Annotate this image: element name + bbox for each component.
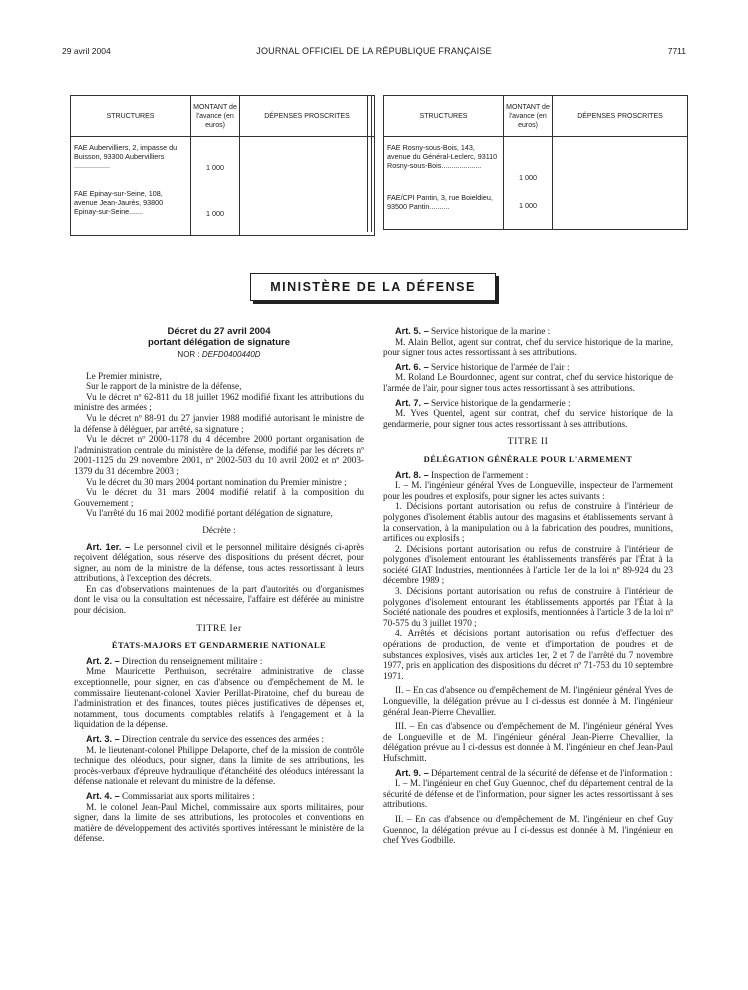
column-header-depenses: DÉPENSES PROSCRITES	[240, 96, 375, 137]
article-label: Art. 8. –	[395, 469, 429, 480]
decrete-line: Décrète :	[202, 524, 236, 535]
article-heading: Service historique de la marine :	[428, 326, 551, 336]
article-6-text: M. Roland Le Bourdonnec, agent sur contrat, chef du service historique de l'armée de l'air, pour signer tous actes ressortissant à ses attributions.	[383, 372, 673, 393]
column-header-amount: MONTANT de l'avance (en euros)	[504, 96, 553, 137]
structure-cell: FAE Epinay-sur-Seine, 108, avenue Jean-Jaurès, 93800 Epinay-sur-Seine.......	[71, 187, 191, 236]
preamble-line: Vu le décret nº 88-91 du 27 janvier 1988 modifié autorisant le ministre de la défense à déléguer, par arrêté, sa signature ;	[74, 412, 364, 434]
ministry-heading: MINISTÈRE DE LA DÉFENSE	[270, 280, 476, 294]
depenses-cell	[553, 187, 688, 230]
preamble-line: Vu le décret nº 2000-1178 du 4 décembre 2000 portant organisation de l'administration centrale du ministère de la défense, modifié par les décrets nº 2001-1125 du 29 novembre 2001, nº 2002-503 du 10 avril 2002 et nº 2003-1379 du 31 décembre 2003 ;	[74, 434, 364, 476]
advances-table-left	[70, 95, 375, 236]
table-row	[71, 137, 375, 188]
article-heading: Direction du renseignement militaire :	[119, 655, 263, 666]
article-9-heading	[383, 768, 673, 779]
structure-cell: FAE Rosny-sous-Bois, 143, avenue du Général-Leclerc, 93110 Rosny-sous-Bois....................	[384, 137, 504, 188]
article-label: Art. 5. –	[395, 326, 429, 336]
article-8-section-i: I. – M. l'ingénieur général Yves de Longueville, inspecteur de l'armement pour les poudres et explosifs, pour signer les actes suivants :	[383, 480, 673, 501]
ministry-heading-box	[250, 273, 496, 301]
amount-cell: 1 000	[504, 187, 553, 230]
article-8-section-ii: II. – En cas d'absence ou d'empêchement de M. l'ingénieur général Yves de Longueville, la délégation prévue au I ci-dessus est donnée à M. l'ingénieur général Jean-Pierre Chevallier.	[383, 685, 673, 717]
article-label: Art. 7. –	[395, 397, 429, 408]
article-label: Art. 2. –	[86, 655, 120, 666]
nor-code: DEFD0400440D	[201, 350, 261, 359]
article-label: Art. 4. –	[86, 790, 120, 801]
article-7-text: M. Yves Quentel, agent sur contrat, chef du service historique de la gendarmerie, pour signer tous actes ressortissant à ses attributions.	[383, 408, 673, 429]
article-heading: Département central de la sécurité de défense et de l'information :	[428, 767, 673, 778]
table-separator	[367, 95, 372, 232]
article-label: Art. 1er. –	[86, 541, 131, 552]
article-1-paragraph-2: En cas d'observations maintenues de la part d'autorités ou d'organismes dont le visa ou la consultation est nécessaire, l'affaire est déférée au ministre pour décision.	[74, 583, 364, 616]
article-label: Art. 3. –	[86, 734, 120, 744]
decree-title-line1: Décret du 27 avril 2004	[167, 326, 271, 337]
preamble-line: Sur le rapport de la ministre de la défense,	[86, 381, 242, 392]
table-header-row	[384, 96, 688, 137]
advances-table-right	[383, 95, 688, 230]
depenses-cell	[240, 137, 375, 188]
article-8-item-2: 2. Décisions portant autorisation ou refus de construire à l'intérieur de polygones d'isolement entourant les établissements transférés par l'État à la société GIAT Industries, mentionnées à l'article 1er de la loi nº 89-924 du 23 décembre 1989 ;	[383, 543, 673, 586]
journal-title: JOURNAL OFFICIEL DE LA RÉPUBLIQUE FRANÇAISE	[256, 46, 492, 56]
article-heading: Service historique de l'armée de l'air :	[428, 361, 570, 372]
titre-1-heading: TITRE Ier	[196, 622, 242, 634]
preamble-line: Vu le décret du 30 mars 2004 portant nomination du Premier ministre ;	[86, 476, 347, 487]
left-column	[74, 326, 364, 848]
article-1	[74, 542, 364, 584]
article-2-text: Mme Mauricette Perthuison, secrétaire administrative de classe exceptionnelle, pour signer, en cas d'absence ou d'empêchement de M. le commissaire lieutenant-colonel Xavier Perillat-Piratoine, chef du bureau de l'administration et des finances, toutes pièces justificatives de dépenses et, notamment, tous documents comptables relatifs à l'engagement et à la liquidation de la dépense.	[74, 666, 364, 730]
preamble-line: Vu l'arrêté du 16 mai 2002 modifié portant délégation de signature,	[86, 508, 333, 519]
issue-date: 29 avril 2004	[62, 46, 111, 56]
page-header	[62, 46, 686, 60]
preamble-line: Le Premier ministre,	[86, 370, 162, 381]
preamble-line: Vu le décret du 31 mars 2004 modifié relatif à la composition du Gouvernement ;	[74, 487, 364, 508]
article-2-heading	[74, 656, 364, 667]
article-heading: Commissariat aux sports militaires :	[119, 790, 255, 801]
table-header-row	[71, 96, 375, 137]
table-row	[384, 137, 688, 188]
article-6-heading	[383, 362, 673, 373]
structure-cell: FAE Aubervilliers, 2, impasse du Buisson, 93300 Aubervilliers ..................	[71, 137, 191, 188]
article-heading: Inspection de l'armement :	[428, 469, 529, 480]
article-heading: Direction centrale du service des essences des armées :	[119, 734, 325, 744]
article-9-section-i: I. – M. l'ingénieur en chef Guy Guennoc, chef du département central de la sécurité de défense et de l'information, pour signer les actes ressortissant à ses attributions.	[383, 778, 673, 810]
structure-cell: FAE/CPI Pantin, 3, rue Boieldieu, 93500 Pantin..........	[384, 187, 504, 230]
article-text: Le personnel civil et le personnel militaire désignés ci-après reçoivent délégation, sous réserve des dispositions du présent décret, pour signer, au nom de la ministre de la défense, tous actes ressortissant à leurs attributions, à l'exception des décrets.	[74, 541, 364, 584]
preamble-line: Vu le décret nº 62-811 du 18 juillet 1962 modifié fixant les attributions du ministre des armées ;	[74, 391, 364, 413]
amount-cell: 1 000	[191, 187, 240, 236]
column-header-amount: MONTANT de l'avance (en euros)	[191, 96, 240, 137]
titre-1-subtitle: ÉTATS-MAJORS ET GENDARMERIE NATIONALE	[111, 640, 327, 651]
column-header-structures: STRUCTURES	[71, 96, 191, 137]
article-5-heading	[383, 326, 673, 337]
decree-title-line2: portant délégation de signature	[148, 337, 290, 348]
article-8-item-4: 4. Arrêtés et décisions portant autorisation ou refus d'effectuer des opérations de production, de vente et d'importation de poudres et de substances explosives, visés aux articles 1er, 2 et 7 de l'arrêté du 7 novembre 1977, pris en application des dispositions du décret nº 71-753 du 10 septembre 1971.	[383, 628, 673, 681]
nor-label: NOR :	[177, 350, 202, 359]
titre-2-heading: TITRE II	[507, 436, 549, 448]
article-8-heading	[383, 470, 673, 481]
article-4-text: M. le colonel Jean-Paul Michel, commissaire aux sports militaires, pour signer, dans la limite de ses attributions, les protocoles et conventions en matière de développement des activités sportives intéressant le ministère de la défense.	[74, 801, 364, 844]
table-row	[71, 187, 375, 236]
article-5-text: M. Alain Bellot, agent sur contrat, chef du service historique de la marine, pour signer tous actes ressortissant à ses attributions.	[383, 336, 673, 358]
article-9-section-ii: II. – En cas d'absence ou d'empêchement de M. l'ingénieur en chef Guy Guennoc, la délégation prévue au I ci-dessus est donnée à M. l'ingénieur en chef Yves Godbille.	[383, 813, 673, 846]
article-label: Art. 6. –	[395, 361, 429, 372]
article-3-text: M. le lieutenant-colonel Philippe Delaporte, chef de la mission de contrôle technique des oléoducs, pour signer, dans la limite de ses attributions, les procès-verbaux d'épreuve hydraulique d'étanchéité des oléoducs intéressant la défense nationale et relevant du ministre de la défense.	[74, 744, 364, 787]
nor-reference	[74, 350, 364, 361]
article-heading: Service historique de la gendarmerie :	[428, 397, 571, 408]
right-column	[383, 326, 673, 850]
article-4-heading	[74, 791, 364, 802]
depenses-cell	[553, 137, 688, 188]
amount-cell: 1 000	[504, 137, 553, 188]
amount-cell: 1 000	[191, 137, 240, 188]
depenses-cell	[240, 187, 375, 236]
table-row	[384, 187, 688, 230]
column-header-structures: STRUCTURES	[384, 96, 504, 137]
page-number: 7711	[667, 46, 686, 56]
article-label: Art. 9. –	[395, 767, 429, 778]
article-8-item-3: 3. Décisions portant autorisation ou refus de construire à l'intérieur de polygones d'isolement entourant les établissements apportés par l'État à la Société nationale des poudres et explosifs, mentionnées à l'article 3 de la loi nº 70-575 du 3 juillet 1970 ;	[383, 586, 673, 628]
article-7-heading	[383, 398, 673, 409]
column-header-depenses: DÉPENSES PROSCRITES	[553, 96, 688, 137]
article-8-section-iii: III. – En cas d'absence ou d'empêchement de M. l'ingénieur général Yves de Longueville et de M. l'ingénieur général Jean-Pierre Chevallier, la délégation prévue au I ci-dessus est donnée à M. l'ingénieur en chef Jean-Paul Hufschmitt.	[383, 721, 673, 763]
article-3-heading	[74, 734, 364, 745]
article-8-item-1: 1. Décisions portant autorisation ou refus de construire à l'intérieur de polygones d'isolement établis autour des magasins et établissements servant à la conservation, à la manipulation ou à la fabrication des poudres, munitions, artifices ou explosifs ;	[383, 501, 673, 544]
titre-2-subtitle: DÉLÉGATION GÉNÉRALE POUR L'ARMEMENT	[423, 453, 633, 464]
